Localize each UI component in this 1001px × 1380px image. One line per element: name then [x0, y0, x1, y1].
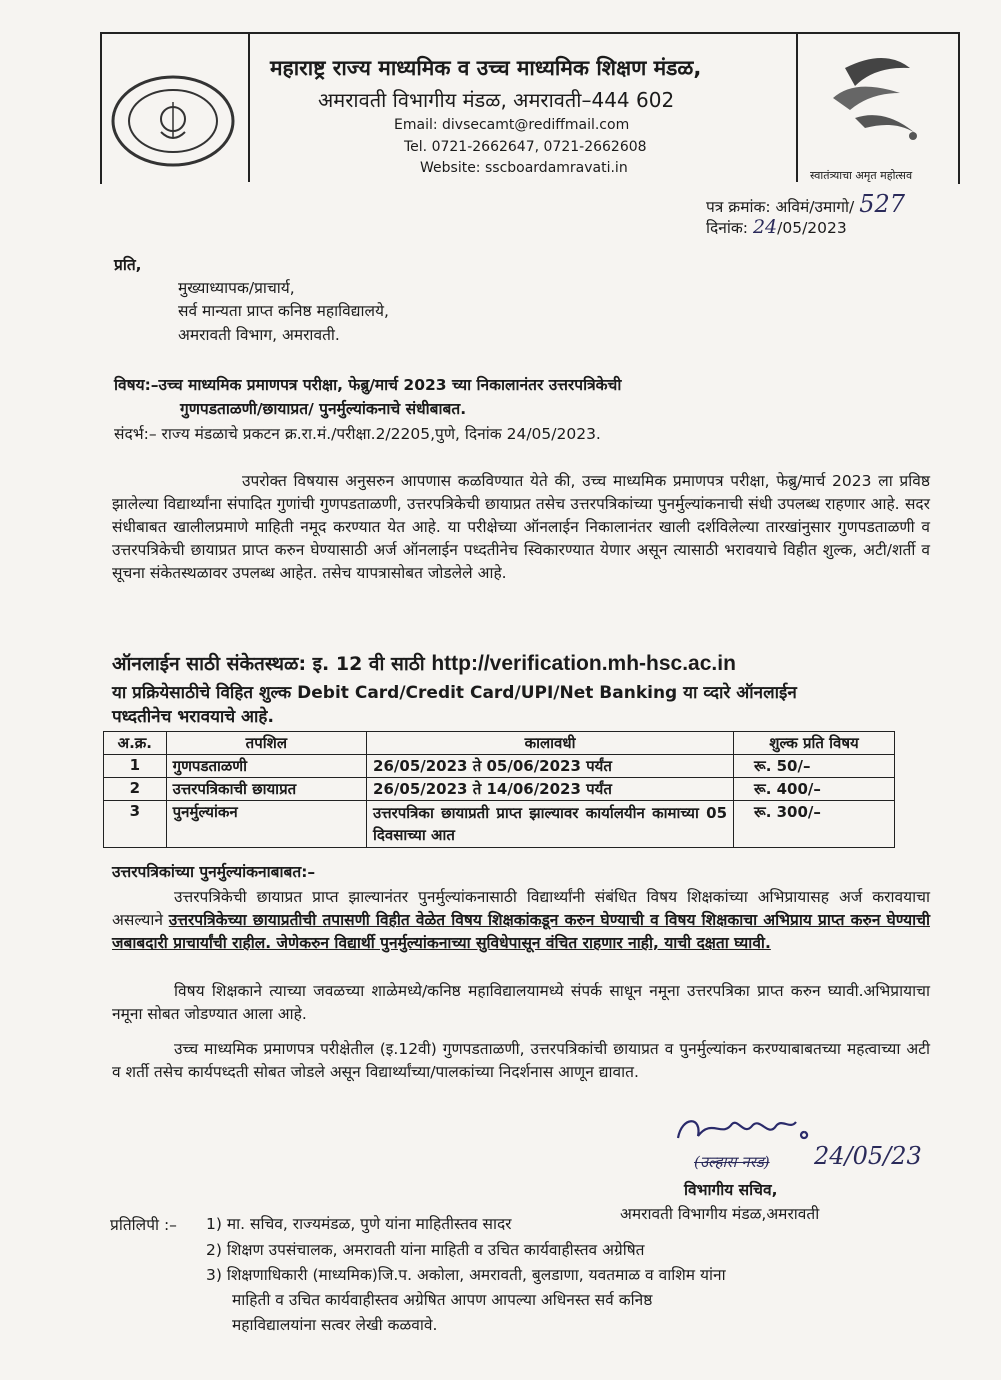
row-detail: गुणपडताळणी	[166, 755, 366, 778]
addressee-line3: अमरावती विभाग, अमरावती.	[178, 326, 340, 344]
letter-number-value: 527	[859, 190, 905, 218]
row-fee: रू. 50/–	[734, 755, 895, 778]
table-row	[104, 801, 895, 848]
signature-icon	[672, 1108, 822, 1154]
signature-date: 24/05/23	[814, 1142, 922, 1170]
subject-line1: विषय:–उच्च माध्यमिक प्रमाणपत्र परीक्षा, फेब्रु/मार्च 2023 च्या निकालानंतर उत्तरपत्रिकेची	[114, 376, 622, 394]
col-header-detail: तपशिल	[166, 732, 366, 755]
row-detail: पुनर्मुल्यांकन	[166, 801, 366, 848]
letterhead-divider-left	[248, 32, 250, 182]
logo-tagline: स्वातंत्र्याचा अमृत महोत्सव	[810, 169, 913, 182]
amrit-mahotsav-logo-icon	[815, 48, 925, 148]
board-seal-icon	[108, 72, 238, 170]
col-header-period: कालावधी	[367, 732, 734, 755]
payment-line1: या प्रक्रियेसाठीचे विहित शुल्क Debit Card/Credit Card/UPI/Net Banking या व्दारे ऑनलाईन	[112, 683, 797, 703]
copy-item: महाविद्यालयांना सत्वर लेखी कळवावे.	[232, 1316, 438, 1334]
signatory-designation: विभागीय सचिव,	[684, 1181, 778, 1199]
table-row	[104, 755, 895, 778]
col-header-no: अ.क्र.	[104, 732, 167, 755]
online-website-line	[112, 650, 736, 676]
row-no: 2	[104, 778, 167, 801]
body-paragraph: उपरोक्त विषयास अनुसरुन आपणास कळविण्यात येते की, उच्च माध्यमिक प्रमाणपत्र परीक्षा, फेब्रु/मार्च 2023 ला प्रविष्ठ झालेल्या विद्यार्थ्यांना संपादित गुणांची गुणपडताळणी, उत्तरपत्रिकेची छायाप्रत तसेच उत्तरपत्रिकांच्या पुनर्मुल्यांकनाची संधी उपलब्ध राहणार आहे. सदर संधीबाबत खालीलप्रमाणे माहिती नमूद करण्यात येत आहे. या परीक्षेच्या ऑनलाईन निकालानंतर खाली दर्शविलेल्या तारखांनुसार गुणपडताळणी व उत्तरपत्रिकेची छायाप्रत प्राप्त करुन घेण्यासाठी अर्ज ऑनलाईन पध्दतीनेच स्विकारण्यात येणार असून त्यासाठी भरावयाचे विहीत शुल्क, अटी/शर्ती व सूचना संकेतस्थळावर उपलब्ध आहेत. तसेच यापत्रासोबत जोडलेले आहे.	[112, 472, 930, 582]
letter-date-rest: /05/2023	[777, 219, 847, 237]
letter-number-label: पत्र क्रमांक: अविमं/उमागो/	[706, 198, 855, 216]
table-header-row	[104, 732, 895, 755]
revaluation-para-emphasis: उत्तरपत्रिकेच्या छायाप्रतीची तपासणी विहीत वेळेत विषय शिक्षकांकडून करुन घेण्याची व विषय शिक्षकाचा अभिप्राय प्राप्त करुन घेण्याची जबाबदारी प्राचार्यांची राहील. जेणेकरुन विद्यार्थी पुनर्मुल्यांकनाच्या सुविधेपासून वंचित राहणार नाही, याची दक्षता घ्यावी.	[112, 911, 930, 952]
row-period: 26/05/2023 ते 14/06/2023 पर्यंत	[367, 778, 734, 801]
payment-line2: पध्दतीनेच भरावयाचे आहे.	[112, 707, 274, 727]
letter-date-label: दिनांक:	[706, 219, 748, 237]
row-period: उत्तरपत्रिका छायाप्रती प्राप्त झाल्यावर कार्यालयीन कामाच्या 05 दिवसाच्या आत	[367, 801, 734, 848]
revaluation-paragraph	[112, 886, 930, 955]
row-fee: रू. 300/–	[734, 801, 895, 848]
copy-item: 2) शिक्षण उपसंचालक, अमरावती यांना माहिती व उचित कार्यवाहीस्तव अग्रेषित	[206, 1241, 645, 1259]
letterhead-divider-right	[796, 32, 798, 182]
letter-date-day: 24	[752, 216, 778, 238]
copy-item: 3) शिक्षणाधिकारी (माध्यमिक)जि.प. अकोला, अमरावती, बुलडाणा, यवतमाळ व वाशिम यांना	[206, 1266, 726, 1284]
table-row	[104, 778, 895, 801]
revaluation-heading: उत्तरपत्रिकांच्या पुनर्मुल्यांकनाबाबत:–	[112, 863, 316, 881]
col-header-fee: शुल्क प्रति विषय	[734, 732, 895, 755]
terms-paragraph: उच्च माध्यमिक प्रमाणपत्र परीक्षेतील (इ.12वी) गुणपडताळणी, उत्तरपत्रिकांची छायाप्रत व पुनर्मुल्यांकन करण्याबाबतच्या महत्वाच्या अटी व शर्ती तसेच कार्यपध्दती सोबत जोडले असून विद्यार्थ्यांच्या/पालकांच्या निदर्शनास आणून द्यावात.	[112, 1040, 930, 1081]
row-no: 1	[104, 755, 167, 778]
row-fee: रू. 400/–	[734, 778, 895, 801]
signatory-name: (उल्हास नरड)	[694, 1153, 770, 1171]
verification-url[interactable]: http://verification.mh-hsc.ac.in	[431, 652, 736, 675]
org-email: Email: divsecamt@rediffmail.com	[394, 117, 630, 133]
row-period: 26/05/2023 ते 05/06/2023 पर्यंत	[367, 755, 734, 778]
fee-table	[103, 731, 895, 848]
addressee-prefix: प्रति,	[114, 256, 142, 274]
org-division: अमरावती विभागीय मंडळ, अमरावती–444 602	[318, 88, 675, 112]
copy-item: माहिती व उचित कार्यवाहीस्तव अग्रेषित आपण आपल्या अधिनस्त सर्व कनिष्ठ	[232, 1291, 653, 1309]
addressee-line1: मुख्याध्यापक/प्राचार्य,	[178, 279, 295, 297]
subject-line2: गुणपडताळणी/छायाप्रत/ पुनर्मुल्यांकनाचे संधीबाबत.	[180, 400, 467, 418]
signatory-office: अमरावती विभागीय मंडळ,अमरावती	[620, 1205, 820, 1223]
copies-label: प्रतिलिपी :–	[110, 1216, 177, 1234]
sample-answer-paragraph: विषय शिक्षकाने त्याच्या जवळच्या शाळेमध्ये/कनिष्ठ महाविद्यालयामध्ये संपर्क साधून नमूना उत्तरपत्रिका प्राप्त करुन घ्यावी.अभिप्रायाचा नमूना सोबत जोडण्यात आला आहे.	[112, 982, 930, 1023]
revaluation-para-start: उत्तरपत्रिकेची छायाप्रत प्राप्त झाल्यानंतर पुनर्मुल्यांकनासाठी विद्यार्थ्यांनी संबंधित विषय शिक्षकांच्या अभिप्रायासह अर्ज करावयाचा असल्याने	[112, 888, 930, 929]
letter-number	[706, 190, 905, 218]
addressee-line2: सर्व मान्यता प्राप्त कनिष्ठ महाविद्यालये,	[178, 302, 389, 320]
subject-reference: संदर्भ:– राज्य मंडळाचे प्रकटन क्र.रा.मं./परीक्षा.2/2205,पुणे, दिनांक 24/05/2023.	[114, 425, 601, 443]
org-website: Website: sscboardamravati.in	[420, 160, 628, 176]
letter-date	[706, 216, 847, 238]
row-detail: उत्तरपत्रिकाची छायाप्रत	[166, 778, 366, 801]
row-no: 3	[104, 801, 167, 848]
copy-item: 1) मा. सचिव, राज्यमंडळ, पुणे यांना माहितीस्तव सादर	[206, 1215, 512, 1233]
org-phone: Tel. 0721-2662647, 0721-2662608	[404, 139, 647, 155]
online-website-label: ऑनलाईन साठी संकेतस्थळ: इ. 12 वी साठी	[112, 653, 425, 675]
org-name: महाराष्ट्र राज्य माध्यमिक व उच्च माध्यमिक शिक्षण मंडळ,	[270, 56, 702, 80]
